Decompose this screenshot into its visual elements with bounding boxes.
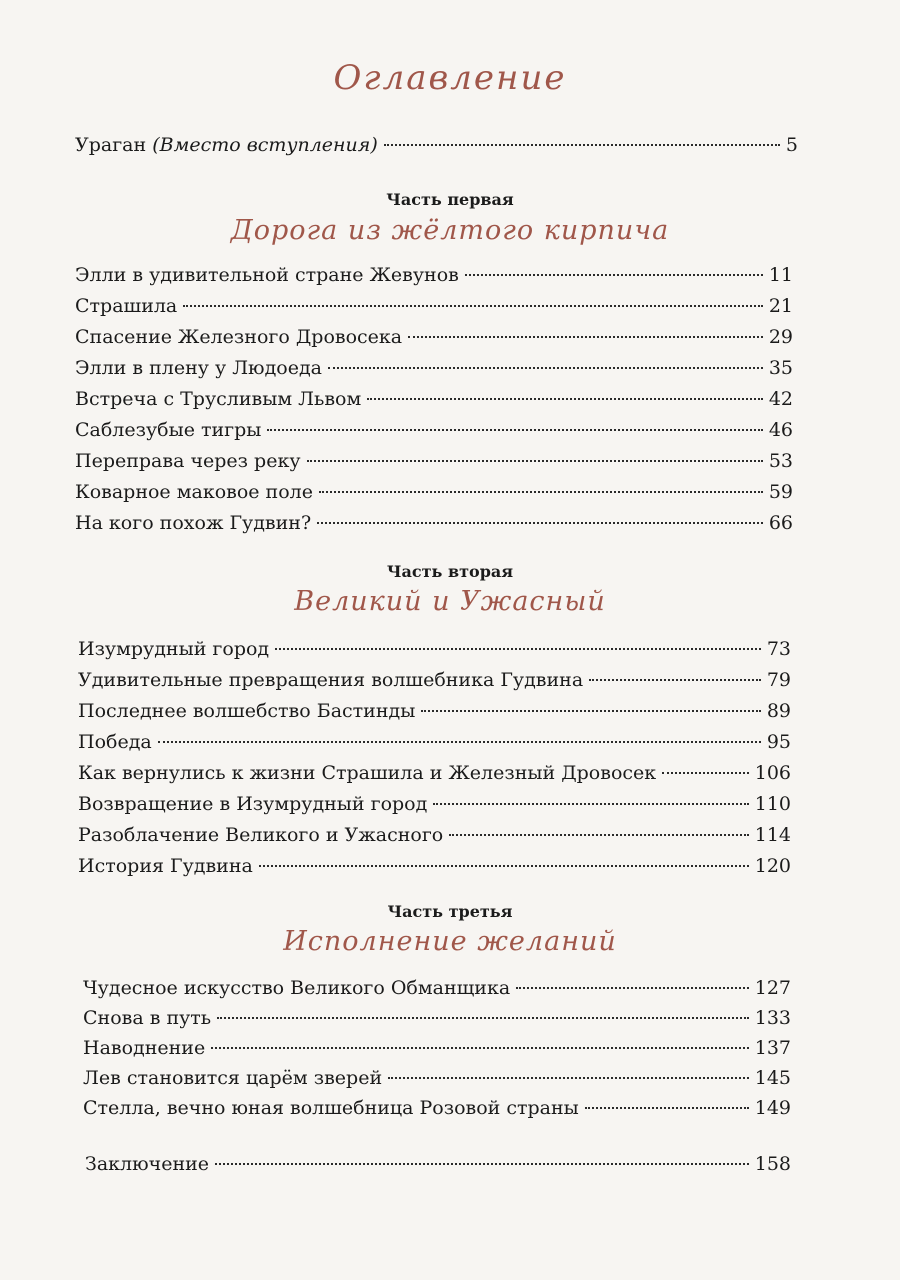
entry-page: 66 [768,512,793,534]
leader-dots [433,803,748,805]
part-title-2: Великий и Ужасный [294,586,606,617]
entry-page: 79 [766,669,791,691]
entry-label: Изумрудный город [78,638,270,660]
leader-dots [328,367,763,369]
leader-dots [367,398,763,400]
entry-page: 35 [768,357,793,379]
toc-entry[interactable] [75,386,793,412]
entry-page: 21 [768,295,793,317]
entry-page: 127 [754,977,791,999]
entry-label: Встреча с Трусливым Львом [75,388,362,410]
leader-dots [421,710,760,712]
entry-page: 46 [768,419,793,441]
toc-entry[interactable] [78,636,791,662]
entry-page: 114 [754,824,791,846]
leader-dots [307,460,763,462]
page-title: Оглавление [333,58,567,98]
entry-label: Наводнение [83,1037,206,1059]
toc-entry[interactable] [83,1065,791,1091]
leader-dots [217,1017,749,1019]
part-label-3: Часть третья [387,902,513,921]
entry-page: 137 [754,1037,791,1059]
toc-entry[interactable] [83,1095,791,1121]
entry-label: Ураган (Вместо вступления) [75,134,378,156]
entry-label: Чудесное искусство Великого Обманщика [83,977,511,999]
entry-page: 59 [768,481,793,503]
toc-entry[interactable] [75,293,793,319]
leader-dots [465,274,763,276]
toc-entry[interactable] [78,698,791,724]
toc-entry[interactable] [75,510,793,536]
entry-page: 29 [768,326,793,348]
leader-dots [408,336,763,338]
entry-page: 106 [754,762,791,784]
leader-dots [259,865,749,867]
entry-page: 73 [766,638,791,660]
leader-dots [211,1047,749,1049]
entry-note: (Вместо вступления) [152,134,378,156]
entry-page: 95 [766,731,791,753]
toc-entry[interactable] [75,262,793,288]
part-title-3: Исполнение желаний [283,926,617,957]
entry-label: Возвращение в Изумрудный город [78,793,428,815]
part-label-2: Часть вторая [386,562,514,581]
entry-label: Удивительные превращения волшебника Гудвина [78,669,584,691]
entry-label: Саблезубые тигры [75,419,262,441]
leader-dots [317,522,763,524]
part-label-1: Часть первая [386,190,514,209]
toc-entry[interactable] [78,729,791,755]
entry-label: Победа [78,731,152,753]
entry-label: Страшила [75,295,178,317]
entry-page: 42 [768,388,793,410]
leader-dots [388,1077,749,1079]
toc-entry[interactable] [83,1005,791,1031]
entry-page: 158 [754,1153,791,1175]
entry-page: 5 [785,134,798,156]
toc-entry[interactable] [75,355,793,381]
entry-label: Лев становится царём зверей [83,1067,383,1089]
part-title-1: Дорога из жёлтого кирпича [230,215,670,246]
entry-label: Заключение [85,1153,210,1175]
leader-dots [589,679,761,681]
leader-dots [215,1163,749,1165]
toc-entry[interactable] [78,822,791,848]
toc-entry[interactable] [83,975,791,1001]
toc-entry-intro[interactable] [75,132,798,158]
entry-label: На кого похож Гудвин? [75,512,312,534]
leader-dots [662,772,749,774]
entry-label: Стелла, вечно юная волшебница Розовой страны [83,1097,579,1119]
entry-page: 149 [754,1097,791,1119]
entry-page: 133 [754,1007,791,1029]
leader-dots [319,491,763,493]
entry-page: 11 [768,264,793,286]
entry-label: Разоблачение Великого и Ужасного [78,824,444,846]
entry-label: Снова в путь [83,1007,212,1029]
leader-dots [585,1107,749,1109]
entry-label: Переправа через реку [75,450,301,472]
toc-entry-conclusion[interactable] [85,1151,791,1177]
leader-dots [449,834,749,836]
toc-entry[interactable] [75,479,793,505]
toc-entry[interactable] [75,324,793,350]
entry-page: 120 [754,855,791,877]
toc-entry[interactable] [75,417,793,443]
leader-dots [384,144,780,146]
entry-label: Спасение Железного Дровосека [75,326,403,348]
toc-entry[interactable] [83,1035,791,1061]
toc-entry[interactable] [78,853,791,879]
entry-label: Элли в плену у Людоеда [75,357,322,379]
entry-label: История Гудвина [78,855,253,877]
leader-dots [275,648,761,650]
leader-dots [516,987,749,989]
leader-dots [183,305,763,307]
entry-page: 110 [754,793,791,815]
toc-entry[interactable] [78,760,791,786]
entry-page: 145 [754,1067,791,1089]
entry-label: Как вернулись к жизни Страшила и Железный Дровосек [78,762,657,784]
entry-page: 89 [766,700,791,722]
leader-dots [267,429,762,431]
toc-entry[interactable] [78,667,791,693]
entry-label: Элли в удивительной стране Жевунов [75,264,459,286]
toc-entry[interactable] [75,448,793,474]
entry-page: 53 [768,450,793,472]
toc-entry[interactable] [78,791,791,817]
entry-label: Коварное маковое поле [75,481,313,503]
leader-dots [158,741,761,743]
entry-label: Последнее волшебство Бастинды [78,700,416,722]
